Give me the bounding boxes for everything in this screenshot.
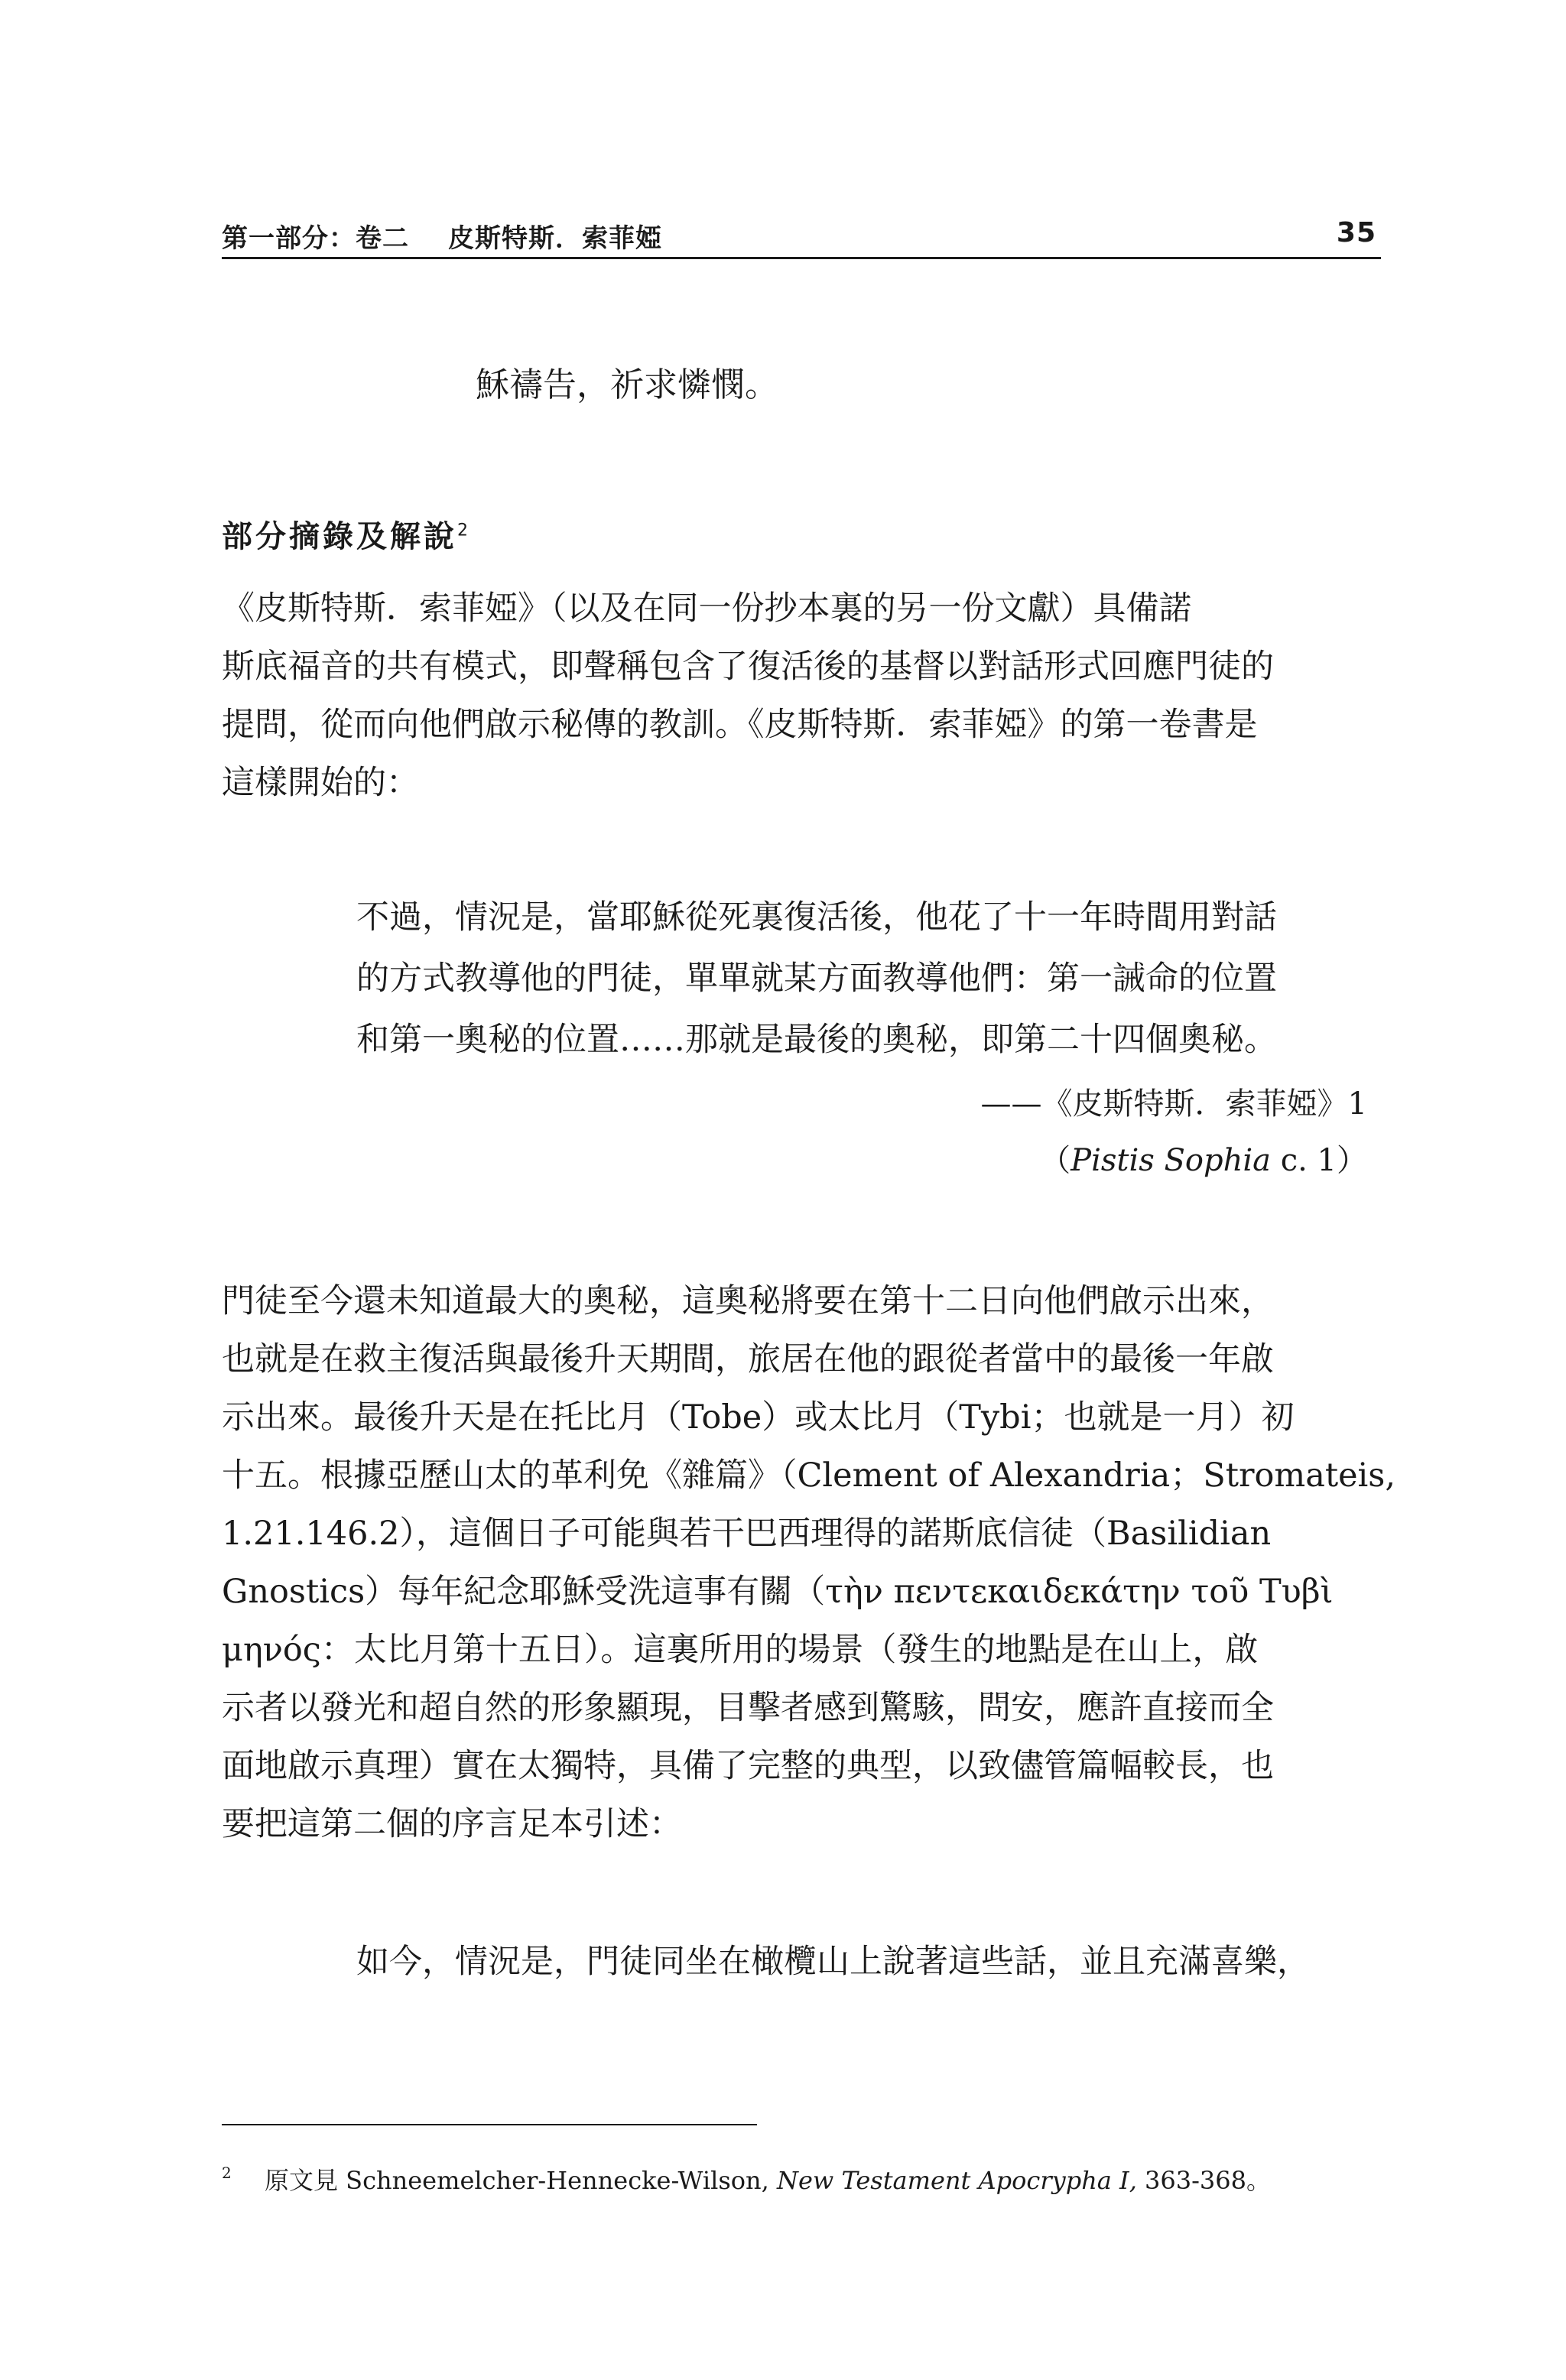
attribution-italic-title: Pistis Sophia	[1071, 1143, 1271, 1178]
running-head-section: 第一部分：卷二	[222, 223, 409, 254]
section-heading-text: 部分摘錄及解說	[222, 519, 457, 554]
paragraph-2-line: 面地啟示真理）實在太獨特，具備了完整的典型，以致儘管篇幅較長，也	[222, 1747, 1274, 1785]
running-head-title: 皮斯特斯．索菲婭	[448, 223, 662, 254]
footnote-text-after: 363-368。	[1136, 2166, 1272, 2195]
paragraph-1-line: 這樣開始的：	[222, 764, 419, 802]
header-rule	[222, 257, 1381, 259]
attribution-open: （	[1040, 1143, 1071, 1178]
footnote-rule	[222, 2124, 757, 2125]
block-quote-line: 不過，情況是，當耶穌從死裏復活後，他花了十一年時間用對話	[356, 898, 1277, 937]
paragraph-2-line: 示出來。最後升天是在托比月（Tobe）或太比月（Tybi；也就是一月）初	[222, 1398, 1295, 1437]
paragraph-2-line: Gnostics）每年紀念耶穌受洗這事有關（τὴν πεντεκαιδεκάτην τοῦ Τυβὶ	[222, 1573, 1334, 1611]
paragraph-2-line: 示者以發光和超自然的形象顯現，目擊者感到驚駭，問安，應許直接而全	[222, 1689, 1274, 1727]
paragraph-2-line: 1.21.146.2），這個日子可能與若干巴西理得的諾斯底信徒（Basilidian	[222, 1515, 1272, 1553]
footnote-italic-title: New Testament Apocrypha I,	[776, 2166, 1137, 2195]
quote-attribution-latin	[1040, 1139, 1367, 1182]
attribution-rest: c. 1）	[1271, 1143, 1367, 1178]
block-quote-line: 和第一奧秘的位置……那就是最後的奧秘，即第二十四個奧秘。	[356, 1021, 1277, 1059]
block-quote-line: 的方式教導他的門徒，單單就某方面教導他們：第一誡命的位置	[356, 959, 1277, 998]
page-number: 35	[1336, 217, 1376, 248]
paragraph-1-line: 提問，從而向他們啟示秘傳的教訓。《皮斯特斯．索菲婭》的第一卷書是	[222, 706, 1258, 744]
block-quote-line: 如今，情況是，門徒同坐在橄欖山上說著這些話，並且充滿喜樂，	[356, 1943, 1310, 1981]
paragraph-2-line: 十五。根據亞歷山太的革利免《雜篇》（Clement of Alexandria；Stromateis,	[222, 1456, 1396, 1495]
footnote-mark: 2	[222, 2164, 232, 2182]
paragraph-2-line: 要把這第二個的序言足本引述：	[222, 1805, 682, 1843]
footnote-text-before: 原文見 Schneemelcher-Hennecke-Wilson,	[265, 2166, 777, 2195]
running-head	[222, 214, 1381, 254]
paragraph-1-line: 斯底福音的共有模式，即聲稱包含了復活後的基督以對話形式回應門徒的	[222, 648, 1274, 686]
paragraph-1-line: 《皮斯特斯．索菲婭》（以及在同一份抄本裏的另一份文獻）具備諾	[222, 589, 1192, 628]
paragraph-2-line: 門徒至今還未知道最大的奧秘，這奧秘將要在第十二日向他們啟示出來，	[222, 1282, 1274, 1320]
footnote-reference: 2	[457, 521, 471, 541]
footnote-text	[265, 2164, 1271, 2197]
opening-line: 穌禱告，祈求憐憫。	[476, 365, 778, 404]
quote-attribution: ——《皮斯特斯．索菲婭》1	[980, 1086, 1367, 1122]
paragraph-2-line: μηνός：太比月第十五日）。這裏所用的場景（發生的地點是在山上，啟	[222, 1631, 1259, 1669]
paragraph-2-line: 也就是在救主復活與最後升天期間，旅居在他的跟從者當中的最後一年啟	[222, 1340, 1274, 1378]
section-heading	[222, 512, 471, 556]
